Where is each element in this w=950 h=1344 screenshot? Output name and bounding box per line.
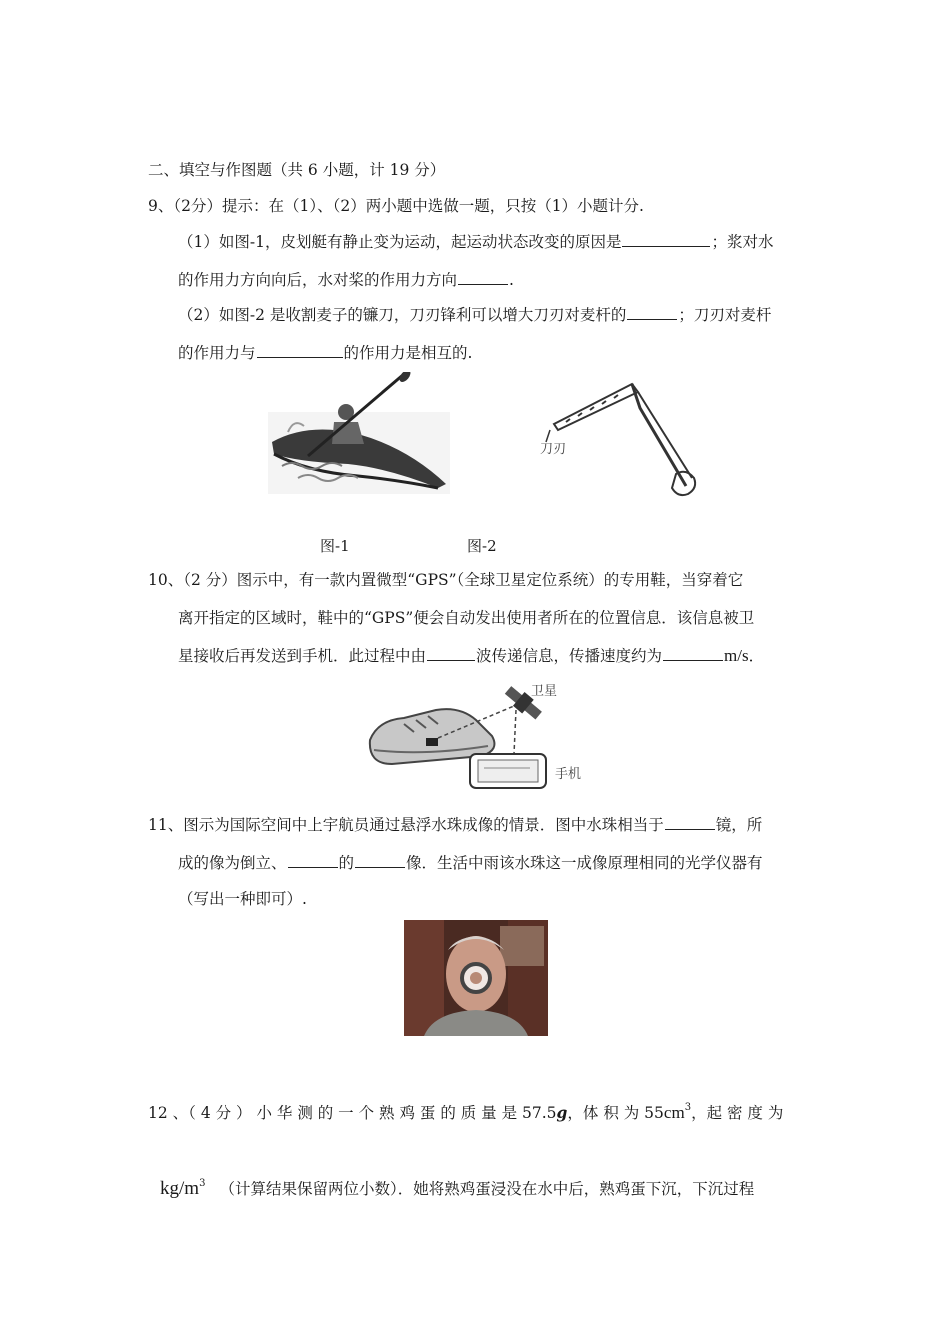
q10-line3 bbox=[178, 646, 764, 666]
q11-text-a: 11、图示为国际空间中上宇航员通过悬浮水珠成像的情景．图中水珠相当于 bbox=[148, 816, 664, 834]
q12-kg-exponent: 3 bbox=[199, 1178, 206, 1189]
q9-part2-line1 bbox=[178, 305, 771, 325]
q9-blank-2[interactable] bbox=[458, 270, 508, 285]
q12-line2 bbox=[160, 1174, 754, 1199]
q9-p1-text-b: ；浆对水 bbox=[711, 233, 774, 251]
q11-line1 bbox=[148, 815, 762, 835]
q9-blank-1[interactable] bbox=[622, 232, 710, 247]
q9-blank-3[interactable] bbox=[627, 305, 677, 320]
q10-blank-2[interactable] bbox=[663, 646, 723, 661]
q9-fig2-caption: 图-2 bbox=[467, 537, 497, 555]
kayak-figure bbox=[268, 372, 450, 494]
q12-line1 bbox=[148, 1098, 783, 1123]
q9-p2-text-a: （2）如图-2 是收割麦子的镰刀，刀刃锋利可以增大刀刃对麦杆的 bbox=[178, 306, 627, 324]
q9-blank-4[interactable] bbox=[257, 343, 343, 358]
astronaut-photo bbox=[404, 920, 548, 1036]
q11-text-e: 像．生活中雨该水珠这一成像原理相同的光学仪器有 bbox=[406, 854, 763, 872]
q9-p2-text-b: ；刀刃对麦杆 bbox=[678, 306, 772, 324]
section-title: 二、填空与作图题（共 6 小题，计 19 分） bbox=[148, 161, 446, 179]
q9-part1-line1 bbox=[178, 232, 773, 252]
q12-kg-unit: kg/m bbox=[160, 1178, 200, 1199]
q12-cm-unit: cm bbox=[663, 1103, 685, 1122]
q9-p1-text-c: 的作用力方向向后，水对桨的作用力方向 bbox=[178, 271, 458, 289]
q11-text-b: 镜，所 bbox=[715, 816, 763, 834]
q9-p2-text-c: 的作用力与 bbox=[178, 344, 256, 362]
q9-part2-line2 bbox=[178, 343, 472, 363]
q10-text-b: 波传递信息，传播速度约为 bbox=[476, 647, 663, 665]
q10-text-end: ． bbox=[748, 647, 765, 665]
q11-blank-1[interactable] bbox=[665, 815, 715, 830]
q10-blank-1[interactable] bbox=[427, 646, 475, 661]
q12-gram-unit: g bbox=[556, 1103, 568, 1122]
q12-text-c: ，起 密 度 为 bbox=[691, 1104, 784, 1122]
q11-text-c: 成的像为倒立、 bbox=[178, 854, 287, 872]
q12-text-a: 12 、（ 4 分 ） 小 华 测 的 一 个 熟 鸡 蛋 的 质 量 是 57.5 bbox=[148, 1104, 557, 1122]
q9-part1-line2 bbox=[178, 270, 514, 290]
q9-fig1-caption: 图-1 bbox=[320, 537, 350, 555]
q10-unit: m/s bbox=[724, 646, 749, 665]
q11-line2 bbox=[178, 853, 763, 873]
q9-fig2-label: 刀刃 bbox=[540, 442, 567, 457]
q10-line1: 10、（2 分）图示中，有一款内置微型“GPS”（全球卫星定位系统）的专用鞋，当穿着它 bbox=[148, 571, 744, 589]
q9-p1-text-a: （1）如图-1，皮划艇有静止变为运动，起运动状态改变的原因是 bbox=[178, 233, 622, 251]
q10-phone-label: 手机 bbox=[555, 767, 582, 782]
q11-blank-3[interactable] bbox=[355, 853, 405, 868]
q12-text-b: ，体 积 为 55 bbox=[567, 1104, 664, 1122]
q11-text-d: 的 bbox=[338, 854, 355, 872]
q10-satellite-label: 卫星 bbox=[531, 684, 558, 699]
q9-p2-text-d: 的作用力是相互的. bbox=[343, 344, 473, 362]
q9-stem: 9、（2分）提示：在（1）、（2）两小题中选做一题，只按（1）小题计分. bbox=[148, 197, 644, 215]
q11-line3: （写出一种即可）. bbox=[178, 890, 307, 908]
q12-text-d: （计算结果保留两位小数）．她将熟鸡蛋浸没在水中后，熟鸡蛋下沉，下沉过程 bbox=[219, 1180, 755, 1198]
q9-p1-text-d: . bbox=[509, 271, 514, 289]
q11-blank-2[interactable] bbox=[288, 853, 338, 868]
q12-cm-exponent: 3 bbox=[684, 1102, 692, 1113]
sickle-figure bbox=[536, 378, 708, 500]
q10-line2: 离开指定的区域时，鞋中的“GPS”便会自动发出使用者所在的位置信息．该信息被卫 bbox=[178, 609, 755, 627]
q10-text-a: 星接收后再发送到手机．此过程中由 bbox=[178, 647, 427, 665]
